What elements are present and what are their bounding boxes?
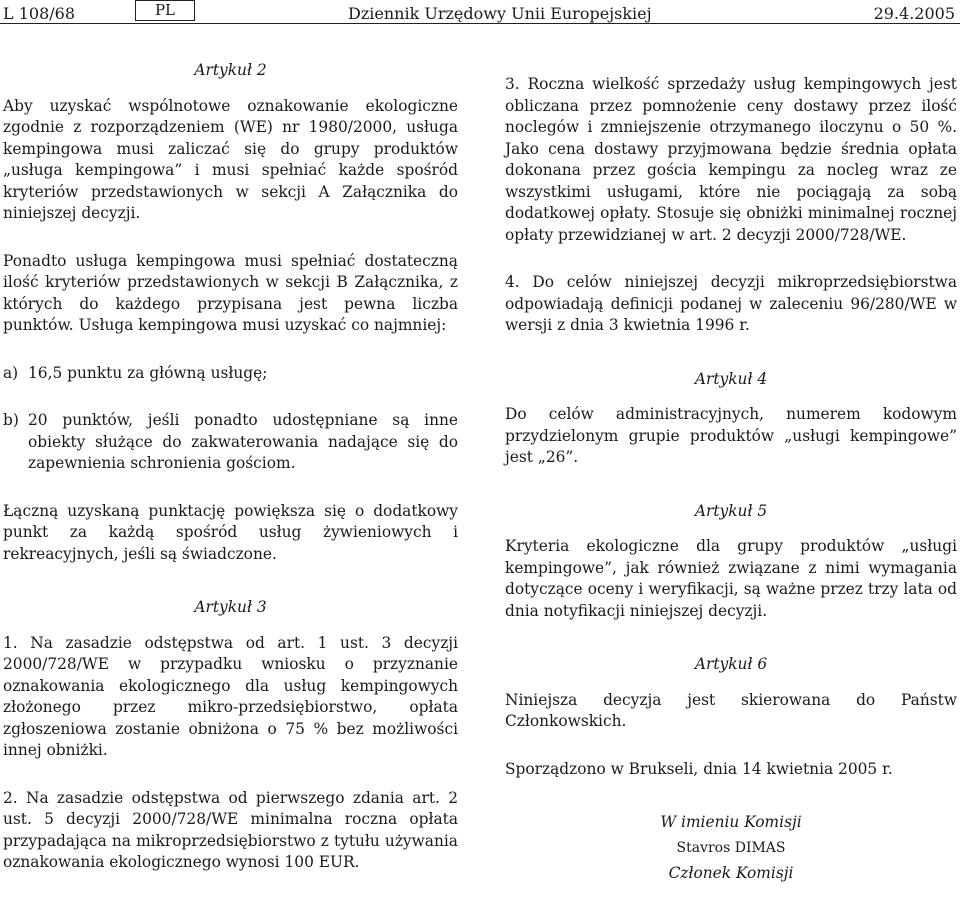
article-2-paragraph-1: Aby uzyskać wspólnotowe oznakowanie ekologiczne zgodnie z rozporządzeniem (WE) nr 1980/2000, usługa kempingowa musi zaliczać się do grupy produktów „usługa kempingowa” i musi spełniać każde spośród kryteriów przedstawionych w sekcji A Załącznika do niniejszej decyzji. (3, 96, 458, 222)
list-item-marker: a) (3, 363, 19, 382)
list-item-marker: b) (3, 411, 19, 429)
article-6-text: Niniejsza decyzja jest skierowana do Państw Członkowskich. (505, 690, 957, 730)
article-3-paragraph-2: 2. Na zasadzie odstępstwa od pierwszego zdania art. 2 ust. 5 decyzji 2000/728/WE minimalna roczna opłata przypadająca na mikroprzedsiębiorstwo z tytułu używania oznakowania ekologicznego wynosi 100 EUR. (3, 788, 458, 871)
article-3-paragraph-3: 3. Roczna wielkość sprzedaży usług kempingowych jest obliczana przez pomnożenie ceny dostawy przez ilość noclegów i zmniejszenie otrzymanego iloczynu o 50 %. Jako cena dostawy przyjmowana będzie średnia opłata dokonana przez gościa kempingu za nocleg wraz ze wszystkimi usługami, które nie pociągają za sobą dodatkowej opłaty. Stosuje się obniżki minimalnej rocznej opłaty przewidzianej w art. 2 decyzji 2000/728/WE. (505, 75, 957, 244)
language-badge: PL (135, 0, 195, 21)
article-4-heading: Artykuł 4 (694, 369, 768, 388)
article-3-paragraph-1: 1. Na zasadzie odstępstwa od art. 1 ust. 3 decyzji 2000/728/WE w przypadku wniosku o przyznanie oznakowania ekologicznego dla usług kempingowych złożonego przez mikro-przedsiębiorstwo, opłata zgłoszeniowa zostanie obniżona o 75 % bez możliwości innej obniżki. (3, 633, 458, 759)
page-number: L 108/68 (3, 4, 75, 23)
signatory-name: Stavros DIMAS (676, 839, 786, 856)
article-2-heading: Artykuł 2 (194, 61, 267, 79)
header-rule (0, 23, 960, 24)
article-4-text: Do celów administracyjnych, numerem kodowym przydzielonym grupie produktów „usługi kempingowe” jest „26”. (505, 405, 957, 466)
list-item-b (3, 410, 458, 475)
journal-title: Dziennik Urzędowy Unii Europejskiej (348, 4, 652, 23)
article-2-paragraph-3: Łączną uzyskaną punktację powiększa się o dodatkowy punkt za każdą spośród usług żywieniowych i rekreacyjnych, jeśli są świadczone. (3, 501, 458, 563)
signature-block (505, 812, 957, 885)
article-2-paragraph-2: Ponadto usługa kempingowa musi spełniać dostateczną ilość kryteriów przedstawionych w sekcji B Załącznika, z których do każdego przypisana jest pewna liczba punktów. Usługa kempingowa musi uzyskać co najmniej: (3, 251, 458, 334)
article-3-paragraph-4: 4. Do celów niniejszej decyzji mikroprzedsiębiorstwa odpowiadają definicji podanej w zaleceniu 96/280/WE w wersji z dnia 3 kwietnia 1996 r. (505, 273, 957, 334)
article-5-heading: Artykuł 5 (694, 501, 768, 520)
article-3-heading: Artykuł 3 (194, 598, 267, 616)
list-item-text: 16,5 punktu za główną usługę; (28, 363, 268, 382)
done-at-line: Sporządzono w Brukseli, dnia 14 kwietnia 2005 r. (505, 759, 893, 778)
article-5-text: Kryteria ekologiczne dla grupy produktów „usługi kempingowe”, jak również związane z nimi wymagania dotyczące oceny i weryfikacji, są ważne przez trzy lata od dnia notyfikacji niniejszej decyzji. (505, 537, 957, 620)
publication-date: 29.4.2005 (873, 4, 955, 23)
article-6-heading: Artykuł 6 (694, 655, 768, 673)
right-column (505, 60, 957, 885)
list-item-text: 20 punktów, jeśli ponadto udostępniane są inne obiekty służące do zakwaterowania nadające się do zapewnienia schronienia gościom. (28, 411, 458, 472)
left-column (3, 60, 458, 874)
list-item-a (3, 363, 458, 385)
signatory-role: Członek Komisji (668, 864, 794, 882)
signature-on-behalf: W imieniu Komisji (660, 813, 802, 831)
page-header (0, 0, 960, 24)
